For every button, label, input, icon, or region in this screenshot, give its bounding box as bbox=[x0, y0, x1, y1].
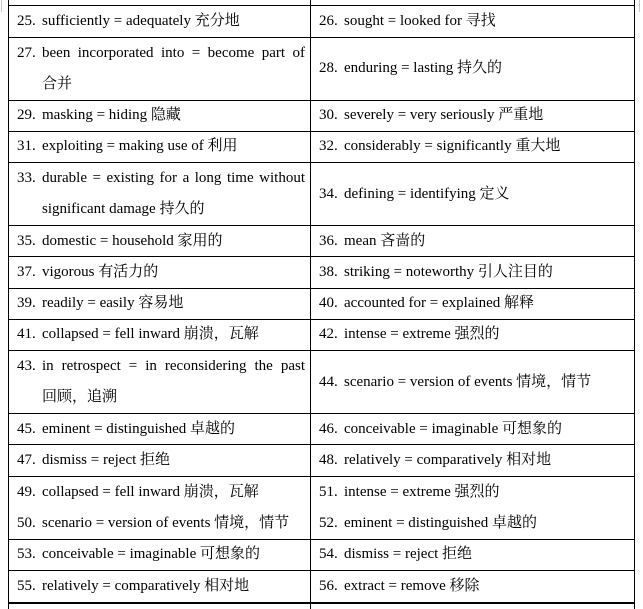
vocab-entry bbox=[17, 445, 305, 476]
table-cell-right bbox=[311, 289, 634, 319]
entry-text: dismiss = reject 拒绝 bbox=[344, 546, 473, 563]
vocab-entry bbox=[319, 540, 629, 571]
entry-text: conceivable = imaginable 可想象的 bbox=[344, 420, 562, 437]
vocab-entry bbox=[17, 289, 305, 319]
vocab-entry bbox=[17, 540, 305, 571]
table-cell-right bbox=[311, 101, 634, 131]
entry-number: 53. bbox=[17, 546, 36, 563]
table-row bbox=[9, 414, 634, 445]
vocab-entry bbox=[17, 257, 305, 288]
table-cell-left bbox=[9, 477, 311, 539]
entry-text: relatively = comparatively 相对地 bbox=[42, 577, 250, 594]
vocab-table bbox=[8, 5, 635, 604]
vocab-entry bbox=[17, 351, 305, 382]
table-cell-right bbox=[311, 571, 634, 602]
vocab-entry bbox=[319, 320, 629, 351]
vocab-entry bbox=[17, 6, 305, 37]
entry-text: mean 吝啬的 bbox=[344, 232, 426, 249]
vocab-entry bbox=[319, 414, 629, 444]
entry-text: eminent = distinguished 卓越的 bbox=[344, 514, 538, 531]
table-cell-right bbox=[311, 257, 634, 288]
entry-text: relatively = comparatively 相对地 bbox=[344, 451, 552, 468]
entry-number: 41. bbox=[17, 326, 36, 343]
vocab-entry bbox=[319, 367, 629, 398]
entry-number: 49. bbox=[17, 483, 36, 500]
table-cell-right bbox=[311, 351, 634, 413]
entry-line-continuation: significant damage 持久的 bbox=[42, 201, 205, 217]
entry-number: 44. bbox=[319, 373, 338, 390]
entry-text: defining = identifying 定义 bbox=[344, 185, 510, 202]
table-row bbox=[9, 540, 634, 572]
table-cell-left bbox=[9, 540, 311, 571]
entry-number: 50. bbox=[17, 514, 36, 531]
page-edge-right bbox=[639, 0, 640, 12]
entry-number: 29. bbox=[17, 107, 36, 123]
vocab-entry bbox=[319, 445, 629, 476]
table-cell-left bbox=[9, 445, 311, 476]
table-cell-left bbox=[9, 38, 311, 100]
entry-text: in retrospect = in reconsidering the past bbox=[42, 358, 305, 374]
table-border-stub-bottom-right bbox=[634, 602, 635, 609]
entry-number: 30. bbox=[319, 107, 338, 123]
table-cell-right bbox=[311, 414, 634, 444]
table-cell-left bbox=[9, 351, 311, 413]
table-cell-right bbox=[311, 477, 634, 539]
table-cell-left bbox=[9, 414, 311, 444]
entry-number: 38. bbox=[319, 263, 338, 280]
entry-text: enduring = lasting 持久的 bbox=[344, 60, 503, 76]
entry-number: 48. bbox=[319, 451, 338, 468]
table-cell-left bbox=[9, 101, 311, 131]
table-cell-right bbox=[311, 163, 634, 225]
entry-text: striking = noteworthy 引人注目的 bbox=[344, 263, 553, 280]
vocab-entry bbox=[319, 179, 629, 210]
entry-number: 32. bbox=[319, 138, 338, 155]
table-cell-left bbox=[9, 257, 311, 288]
table-cell-right bbox=[311, 132, 634, 163]
vocab-entry bbox=[319, 477, 629, 508]
entry-number: 37. bbox=[17, 263, 36, 280]
entry-text: collapsed = fell inward 崩溃，瓦解 bbox=[42, 483, 259, 500]
entry-number: 33. bbox=[17, 170, 36, 186]
entry-number: 51. bbox=[319, 483, 338, 500]
vocab-entry bbox=[17, 101, 305, 131]
entry-line-continuation: 合并 bbox=[42, 75, 73, 92]
entry-number: 31. bbox=[17, 138, 36, 155]
entry-number: 43. bbox=[17, 358, 36, 374]
table-cell-right bbox=[311, 38, 634, 100]
entry-number: 26. bbox=[319, 12, 338, 29]
table-border-stub-bottom-middle bbox=[310, 602, 311, 609]
table-cell-left bbox=[9, 6, 311, 37]
entry-number: 34. bbox=[319, 185, 338, 202]
vocab-entry bbox=[319, 289, 629, 319]
entry-text: sufficiently = adequately 充分地 bbox=[42, 12, 240, 29]
entry-line-continuation: 回顾，追溯 bbox=[42, 389, 118, 405]
entry-number: 28. bbox=[319, 60, 338, 76]
table-cell-right bbox=[311, 540, 634, 571]
entry-text: collapsed = fell inward 崩溃，瓦解 bbox=[42, 326, 259, 343]
entry-text: exploiting = making use of 利用 bbox=[42, 138, 238, 155]
entry-text: masking = hiding 隐藏 bbox=[42, 107, 181, 123]
vocab-entry bbox=[17, 477, 305, 508]
vocab-entry bbox=[17, 508, 305, 539]
table-row bbox=[9, 571, 634, 603]
entry-text: sought = looked for 寻找 bbox=[344, 12, 496, 29]
entry-text: conceivable = imaginable 可想象的 bbox=[42, 546, 260, 563]
entry-text: severely = very seriously 严重地 bbox=[344, 107, 544, 123]
table-row bbox=[9, 257, 634, 289]
vocab-entry bbox=[17, 571, 305, 602]
vocab-entry bbox=[319, 226, 629, 256]
entry-number: 35. bbox=[17, 232, 36, 249]
entry-text: considerably = significantly 重大地 bbox=[344, 138, 561, 155]
table-cell-right bbox=[311, 226, 634, 256]
table-row bbox=[9, 163, 634, 226]
table-row bbox=[9, 101, 634, 132]
table-row bbox=[9, 320, 634, 352]
table-row bbox=[9, 6, 634, 38]
entry-text: vigorous 有活力的 bbox=[42, 263, 159, 280]
table-cell-left bbox=[9, 571, 311, 602]
table-cell-right bbox=[311, 320, 634, 351]
entry-number: 47. bbox=[17, 451, 36, 468]
vocab-entry bbox=[17, 226, 305, 256]
table-row bbox=[9, 132, 634, 164]
entry-number: 55. bbox=[17, 577, 36, 594]
entry-text: been incorporated into = become part of bbox=[42, 44, 305, 61]
table-row bbox=[9, 445, 634, 477]
vocab-entry bbox=[17, 163, 305, 194]
entry-text: readily = easily 容易地 bbox=[42, 295, 184, 311]
entry-number: 45. bbox=[17, 420, 36, 437]
entry-number: 25. bbox=[17, 12, 36, 29]
table-cell-left bbox=[9, 320, 311, 351]
table-cell-right bbox=[311, 445, 634, 476]
table-row bbox=[9, 477, 634, 540]
entry-number: 46. bbox=[319, 420, 338, 437]
entry-number: 54. bbox=[319, 546, 338, 563]
entry-text: accounted for = explained 解释 bbox=[344, 295, 535, 311]
entry-number: 39. bbox=[17, 295, 36, 311]
entry-text: eminent = distinguished 卓越的 bbox=[42, 420, 236, 437]
table-row bbox=[9, 38, 634, 101]
vocab-entry bbox=[319, 101, 629, 131]
entry-number: 40. bbox=[319, 295, 338, 311]
table-row bbox=[9, 289, 634, 320]
table-cell-left bbox=[9, 163, 311, 225]
entry-number: 52. bbox=[319, 514, 338, 531]
vocab-entry bbox=[319, 6, 629, 37]
entry-number: 56. bbox=[319, 577, 338, 594]
vocab-entry bbox=[319, 508, 629, 539]
entry-number: 36. bbox=[319, 232, 338, 249]
table-row bbox=[9, 351, 634, 414]
entry-text: domestic = household 家用的 bbox=[42, 232, 223, 249]
table-cell-left bbox=[9, 132, 311, 163]
page-edge-left bbox=[1, 0, 2, 12]
entry-text: dismiss = reject 拒绝 bbox=[42, 451, 171, 468]
table-border-stub-bottom-left bbox=[8, 602, 9, 609]
entry-text: intense = extreme 强烈的 bbox=[344, 326, 500, 343]
table-row bbox=[9, 226, 634, 257]
vocab-entry bbox=[17, 132, 305, 163]
vocab-entry bbox=[319, 571, 629, 602]
vocab-entry bbox=[319, 132, 629, 163]
entry-number: 42. bbox=[319, 326, 338, 343]
entry-text: scenario = version of events 情境，情节 bbox=[344, 373, 592, 390]
vocab-entry bbox=[17, 414, 305, 444]
table-cell-left bbox=[9, 226, 311, 256]
entry-text: intense = extreme 强烈的 bbox=[344, 483, 500, 500]
entry-text: scenario = version of events 情境，情节 bbox=[42, 514, 290, 531]
table-cell-left bbox=[9, 289, 311, 319]
entry-number: 27. bbox=[17, 44, 36, 61]
entry-text: extract = remove 移除 bbox=[344, 577, 480, 594]
table-cell-right bbox=[311, 6, 634, 37]
vocab-entry bbox=[319, 257, 629, 288]
vocab-entry bbox=[17, 320, 305, 351]
vocab-entry bbox=[319, 53, 629, 84]
vocab-entry bbox=[17, 38, 305, 69]
entry-text: durable = existing for a long time without bbox=[42, 170, 305, 186]
